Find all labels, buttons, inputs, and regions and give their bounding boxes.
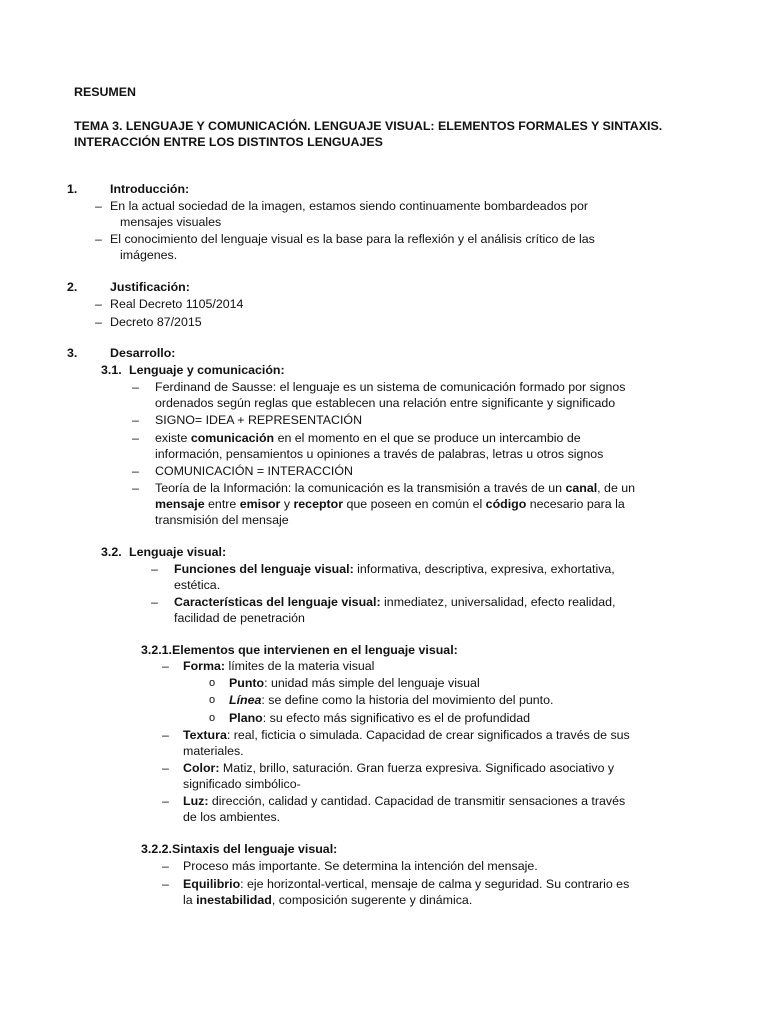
dash-bullet: – [95, 232, 102, 246]
dash-bullet: ‒ [151, 595, 158, 609]
circle-bullet: o [209, 677, 216, 689]
subsection-3-2-heading: Lenguaje visual: [129, 545, 227, 559]
subsection-3-1-number: 3.1. [101, 363, 122, 377]
intro-item-1-line2: mensajes visuales [120, 215, 222, 229]
plano-item: Plano: su efecto más significativo es el de profundidad [229, 711, 530, 725]
dash-bullet: ‒ [132, 464, 139, 478]
dash-bullet: ‒ [151, 562, 158, 576]
subsection-3-2-number: 3.2. [101, 545, 122, 559]
comunicacion-line1: existe comunicación en el momento en el que se produce un intercambio de [155, 431, 581, 445]
intro-item-1-line1: En la actual sociedad de la imagen, estamos siendo continuamente bombardeados por [110, 199, 589, 213]
linea-item: Línea: se define como la historia del movimiento del punto. [229, 693, 554, 707]
circle-bullet: o [209, 712, 216, 724]
dash-bullet: ‒ [132, 481, 139, 495]
textura-line1: Textura: real, ficticia o simulada. Capacidad de crear significados a través de sus [183, 728, 630, 742]
comunicacion-formula: COMUNICACIÓN = INTERACCIÓN [155, 464, 353, 478]
comunicacion-line2: información, pensamientos u opiniones a través de palabras, letras u otros signos [155, 447, 604, 461]
section-1-heading: Introducción: [110, 182, 190, 196]
caracteristicas-line1: Características del lenguaje visual: inmediatez, universalidad, efecto realidad, [174, 595, 616, 609]
intro-item-2-line1: El conocimiento del lenguaje visual es la base para la reflexión y el análisis crítico de las [110, 232, 595, 246]
section-3-number: 3. [67, 346, 78, 360]
justification-item-1: Real Decreto 1105/2014 [110, 297, 244, 311]
saussure-line1: Ferdinand de Sausse: el lenguaje es un sistema de comunicación formado por signos [155, 380, 626, 394]
topic-title-line2: INTERACCIÓN ENTRE LOS DISTINTOS LENGUAJES [74, 135, 383, 149]
dash-bullet: – [162, 659, 169, 673]
forma-item: Forma: límites de la materia visual [183, 659, 375, 673]
punto-item: Punto: unidad más simple del lenguaje visual [229, 676, 480, 690]
textura-line2: materiales. [183, 744, 244, 758]
teoria-line2: mensaje entre emisor y receptor que poseen en común el código necesario para la [155, 497, 625, 511]
justification-item-2: Decreto 87/2015 [110, 315, 202, 329]
topic-title-line1: TEMA 3. LENGUAJE Y COMUNICACIÓN. LENGUAJE VISUAL: ELEMENTOS FORMALES Y SINTAXIS. [74, 119, 663, 133]
subsection-3-2-2-heading: 3.2.2.Sintaxis del lenguaje visual: [141, 842, 338, 856]
section-3-heading: Desarrollo: [110, 346, 176, 360]
section-2-number: 2. [67, 280, 78, 294]
summary-title: RESUMEN [74, 85, 136, 99]
teoria-line3: transmisión del mensaje [155, 513, 289, 527]
circle-bullet: o [209, 694, 216, 706]
dash-bullet: ‒ [132, 380, 139, 394]
section-1-number: 1. [67, 182, 78, 196]
funciones-line2: estética. [174, 578, 221, 592]
section-2-heading: Justificación: [110, 280, 190, 294]
dash-bullet: – [95, 297, 102, 311]
dash-bullet: – [95, 315, 102, 329]
luz-line2: de los ambientes. [183, 810, 281, 824]
dash-bullet: ‒ [162, 877, 169, 891]
dash-bullet: ‒ [162, 859, 169, 873]
color-line1: Color: Matiz, brillo, saturación. Gran fuerza expresiva. Significado asociativo y [183, 761, 615, 775]
dash-bullet: ‒ [132, 431, 139, 445]
equilibrio-line2: la inestabilidad, composición sugerente y dinámica. [183, 893, 473, 907]
saussure-line2: ordenados según reglas que establecen una relación entre significante y significado [155, 396, 616, 410]
caracteristicas-line2: facilidad de penetración [174, 611, 305, 625]
luz-line1: Luz: dirección, calidad y cantidad. Capacidad de transmitir sensaciones a través [183, 794, 626, 808]
dash-bullet: – [95, 199, 102, 213]
dash-bullet: – [162, 728, 169, 742]
subsection-3-1-heading: Lenguaje y comunicación: [129, 363, 285, 377]
teoria-line1: Teoría de la Información: la comunicación es la transmisión a través de un canal, de un [155, 481, 636, 495]
sintaxis-item-1: Proceso más importante. Se determina la intención del mensaje. [183, 859, 538, 873]
equilibrio-line1: Equilibrio: eje horizontal-vertical, mensaje de calma y seguridad. Su contrario es [183, 877, 630, 891]
color-line2: significado simbólico- [183, 777, 301, 791]
subsection-3-2-1-heading: 3.2.1.Elementos que intervienen en el lenguaje visual: [141, 643, 458, 657]
funciones-line1: Funciones del lenguaje visual: informativa, descriptiva, expresiva, exhortativa, [174, 562, 615, 576]
dash-bullet: ‒ [132, 413, 139, 427]
intro-item-2-line2: imágenes. [120, 248, 178, 262]
dash-bullet: – [162, 794, 169, 808]
dash-bullet: – [162, 761, 169, 775]
signo-formula: SIGNO= IDEA + REPRESENTACIÓN [155, 413, 363, 427]
